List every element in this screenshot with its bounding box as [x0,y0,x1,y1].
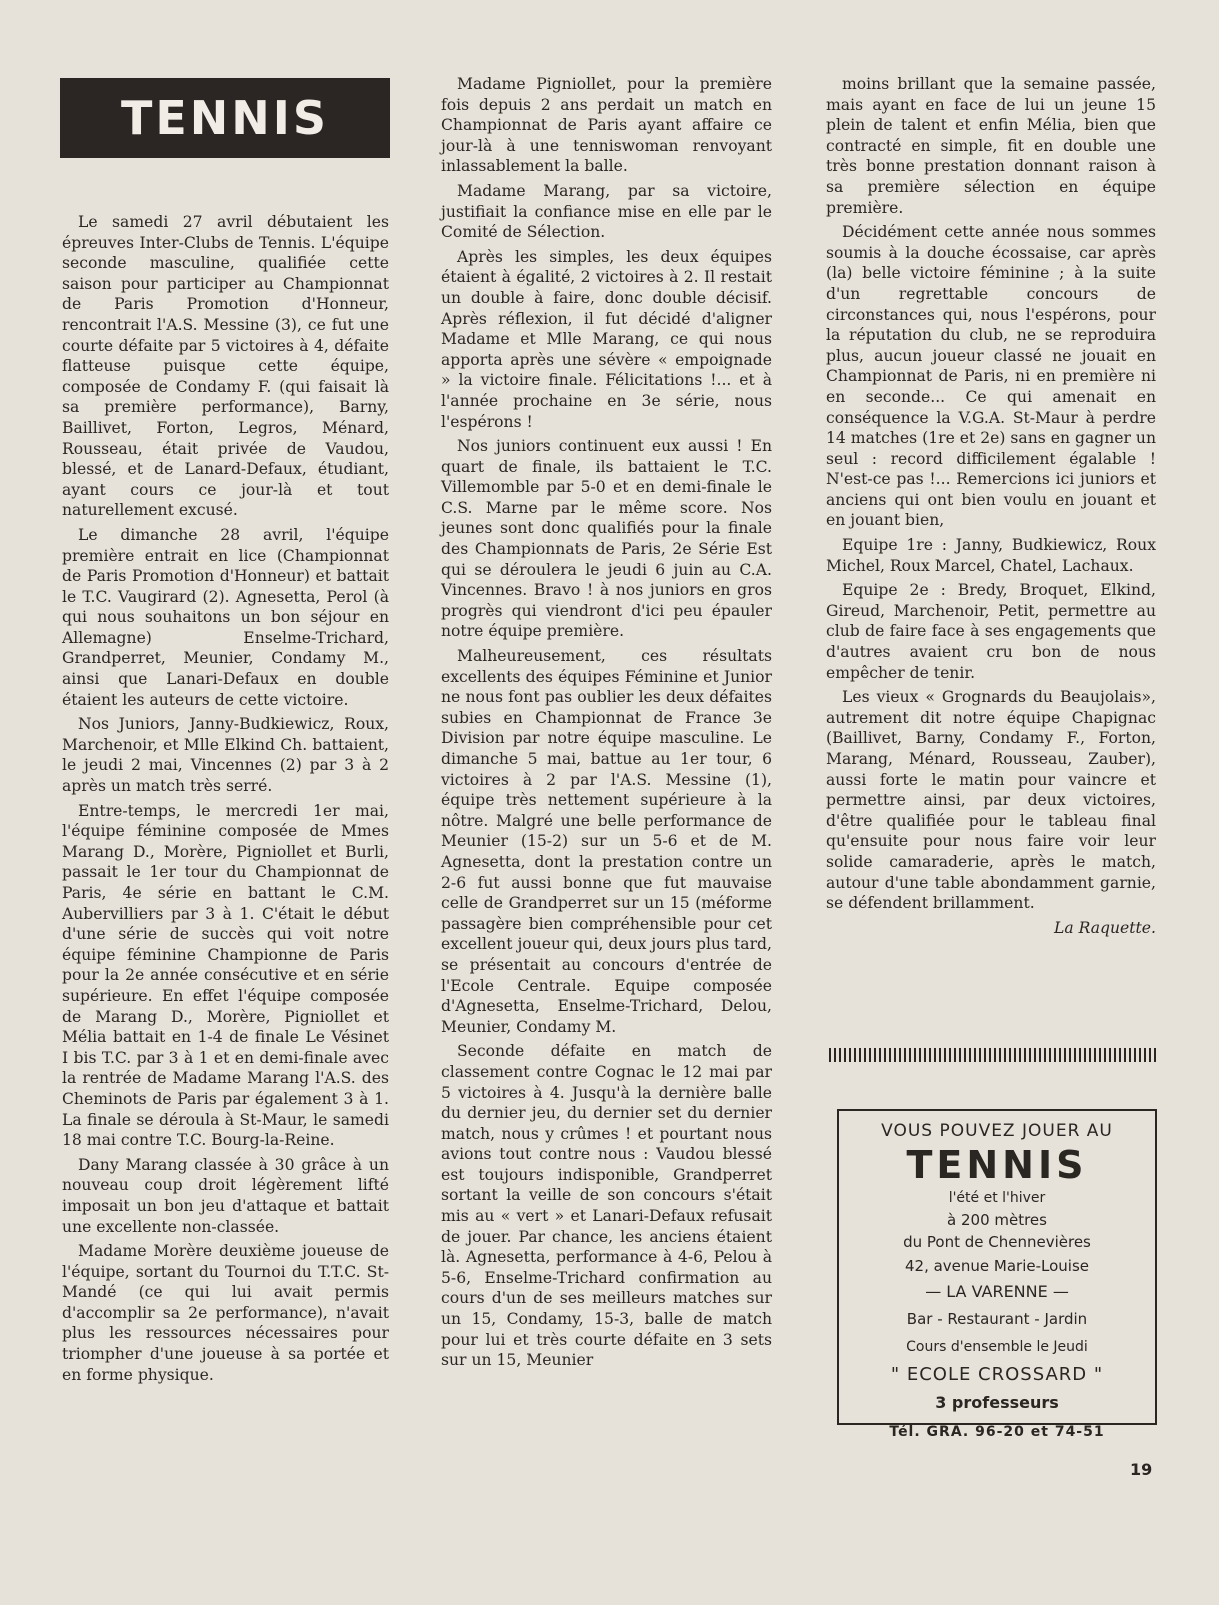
ad-season: l'été et l'hiver [948,1190,1046,1206]
paragraph: Le samedi 27 avril débutaient les épreuves Inter-Clubs de Tennis. L'équipe seconde masculine, qualifiée cette saison pour participer au Championnat de Paris Promotion d'Honneur, rencontrait l'A.S. Messine (3), ce fut une courte défaite par 5 victoires à 4, défaite flatteuse puisque cette équipe, composée de Condamy F. (qui faisait là sa première performance), Barny, Baillivet, Forton, Legros, Ménard, Rousseau, était privée de Vaudou, blessé, et de Lanard-Defaux, étudiant, ayant cours ce jour-là et tout naturellement excusé. [62,213,389,520]
ad-lessons: Cours d'ensemble le Jeudi [906,1339,1088,1355]
paragraph: Equipe 2e : Bredy, Broquet, Elkind, Gireud, Marchenoir, Petit, permettre au club de faire face à ses engagements que d'autres avaient cru bon de nous empêcher de tenir. [826,581,1156,682]
paragraph: Malheureusement, ces résultats excellents des équipes Féminine et Junior ne nous font pas oublier les deux défaites subies en Championnat de France 3e Division par notre équipe masculine. Le dimanche 5 mai, battue au 1er tour, 6 victoires à 2 par l'A.S. Messine (1), équipe très nettement supérieure à la nôtre. Malgré une belle performance de Meunier (15-2) sur un 5-6 et de M. Agnesetta, dont la prestation contre un 2-6 fut aussi bonne que fut mauvaise celle de Grandperret sur un 15 (méforme passagère bien compréhensible pour cet excellent joueur qui, deux jours plus tard, se présentait au concours d'entrée de l'Ecole Centrale. Equipe composée d'Agnesetta, Enselme-Trichard, Delou, Meunier, Condamy M. [441,647,772,1036]
paragraph: Madame Morère deuxième joueuse de l'équipe, sortant du Tournoi du T.T.C. St-Mandé (ce qui lui avait permis d'accomplir sa 2e performance), n'avait plus les ressources nécessaires pour triompher d'une joueuse à sa portée et en forme physique. [62,1242,389,1384]
paragraph: Entre-temps, le mercredi 1er mai, l'équipe féminine composée de Mmes Marang D., Morère, Pigniollet et Burli, passait le 1er tour du Championnat de Paris, 4e série en battant le C.M. Aubervilliers par 3 à 1. C'était le début d'une série de succès qui voit notre équipe féminine Championne de Paris pour la 2e année consécutive et en série supérieure. En effet l'équipe composée de Marang D., Morère, Pigniollet et Mélia battait en 1-4 de finale Le Vésinet I bis T.C. par 3 à 1 et en demi-finale avec la rentrée de Madame Marang l'A.S. des Cheminots de Paris par également 3 à 1. La finale se déroula à St-Maur, le samedi 18 mai contre T.C. Bourg-la-Reine. [62,801,389,1150]
paragraph: Seconde défaite en match de classement contre Cognac le 12 mai par 5 victoires à 4. Jusqu'à la dernière balle du dernier jeu, du dernier set du dernier match, nous y crûmes ! et pourtant nous avions tout contre nous : Vaudou blessé est toujours indisponible, Grandperret sortant la veille de son concours s'était mis au « vert » et Lanari-Defaux refusait de jouer. Par chance, les anciens étaient là. Agnesetta, performance à 4-6, Pelou à 5-6, Enselme-Trichard confirmation au cours d'un de ses meilleurs matches sur un 15, Condamy, 15-3, balle de match pour lui et très courte défaite en 3 sets sur un 15, Meunier [441,1042,772,1370]
ad-town: — LA VARENNE — [925,1282,1069,1301]
ad-amenities: Bar - Restaurant - Jardin [906,1310,1088,1328]
ad-landmark: du Pont de Chennevières [903,1233,1091,1251]
paragraph: Madame Pigniollet, pour la première fois depuis 2 ans perdait un match en Championnat de Paris ayant affaire ce jour-là à une tenniswoman renvoyant inlassablement la balle. [441,75,772,176]
decorative-rule [829,1048,1157,1062]
ad-phone: Tél. GRA. 96-20 et 74-51 [889,1424,1105,1440]
article-column-1 [62,212,389,1389]
paragraph: Madame Marang, par sa victoire, justifiait la confiance mise en elle par le Comité de Sélection. [441,181,772,242]
ad-school-name: " ECOLE CROSSARD " [890,1364,1104,1385]
ad-teachers: 3 professeurs [935,1393,1059,1412]
ad-headline: VOUS POUVEZ JOUER AU [881,1121,1113,1141]
author-signature: La Raquette. [1054,918,1156,937]
article-column-2 [441,74,772,1375]
article-column-3 [826,74,1156,938]
section-title: TENNIS [60,78,390,158]
paragraph: Décidément cette année nous sommes soumis à la douche écossaise, car après (la) belle victoire féminine ; à la suite d'un regrettable concours de circonstances qui, nous l'espérons, pour la réputation du club, ne se reproduira plus, aucun joueur classé ne jouait en Championnat de Paris, ni en première ni en seconde... Ce qui amenait en conséquence la V.G.A. St-Maur à perdre 14 matches (1re et 2e) sans en gagner un seul : record difficilement égalable ! N'est-ce pas !... Remercions ici juniors et anciens qui ont bien voulu en jouant et en jouant bien, [826,223,1156,530]
paragraph: Le dimanche 28 avril, l'équipe première entrait en lice (Championnat de Paris Promotion d'Honneur) et battait le T.C. Vaugirard (2). Agnesetta, Perol (à qui nous souhaitons un bon séjour en Allemagne) Enselme-Trichard, Grandperret, Meunier, Condamy M., ainsi que Lanari-Defaux en double étaient les auteurs de cette victoire. [62,525,389,709]
ad-title: TENNIS [906,1143,1088,1187]
paragraph: Nos Juniors, Janny-Budkiewicz, Roux, Marchenoir, et Mlle Elkind Ch. battaient, le jeudi 2 mai, Vincennes (2) par 3 à 2 après un match très serré. [62,715,389,796]
paragraph: Equipe 1re : Janny, Budkiewicz, Roux Michel, Roux Marcel, Chatel, Lachaux. [826,536,1156,575]
paragraph: moins brillant que la semaine passée, mais ayant en face de lui un jeune 15 plein de talent et enfin Mélia, bien que contracté en simple, fit en double une très bonne prestation donnant raison à sa première sélection en équipe première. [826,75,1156,217]
paragraph: Les vieux « Grognards du Beaujolais», autrement dit notre équipe Chapignac (Baillivet, Barny, Condamy F., Forton, Marang, Ménard, Rousseau, Zauber), aussi forte le matin pour vaincre et permettre ainsi, par deux victoires, d'être qualifiée pour le tableau final qu'ensuite pour nous faire voir leur solide camaraderie, après le match, autour d'une table abondamment garnie, se défendent brillamment. [826,688,1156,913]
ad-address: 42, avenue Marie-Louise [904,1257,1090,1275]
paragraph: Dany Marang classée à 30 grâce à un nouveau coup droit légèrement lifté imposait un bon jeu d'attaque et battait une excellente non-classée. [62,1155,389,1236]
advertisement-box [837,1109,1157,1440]
paragraph: Nos juniors continuent eux aussi ! En quart de finale, ils battaient le T.C. Villemomble par 5-0 et en demi-finale le C.S. Marne par le même score. Nos jeunes sont donc qualifiés pour la finale des Championnats de Paris, 2e Série Est qui se déroulera le jeudi 6 juin au C.A. Vincennes. Bravo ! à nos juniors en gros progrès qui viendront d'ici peu épauler notre équipe première. [441,437,772,641]
paragraph: Après les simples, les deux équipes étaient à égalité, 2 victoires à 2. Il restait un double à faire, donc double décisif. Après réflexion, il fut décidé d'aligner Madame et Mlle Marang, ce qui nous apporta après une sévère « empoignade » la victoire finale. Félicitations !... et à l'année prochaine en 3e série, nous l'espérons ! [441,247,772,431]
ad-distance: à 200 mètres [947,1211,1047,1229]
page-number: 19 [1130,1460,1153,1479]
